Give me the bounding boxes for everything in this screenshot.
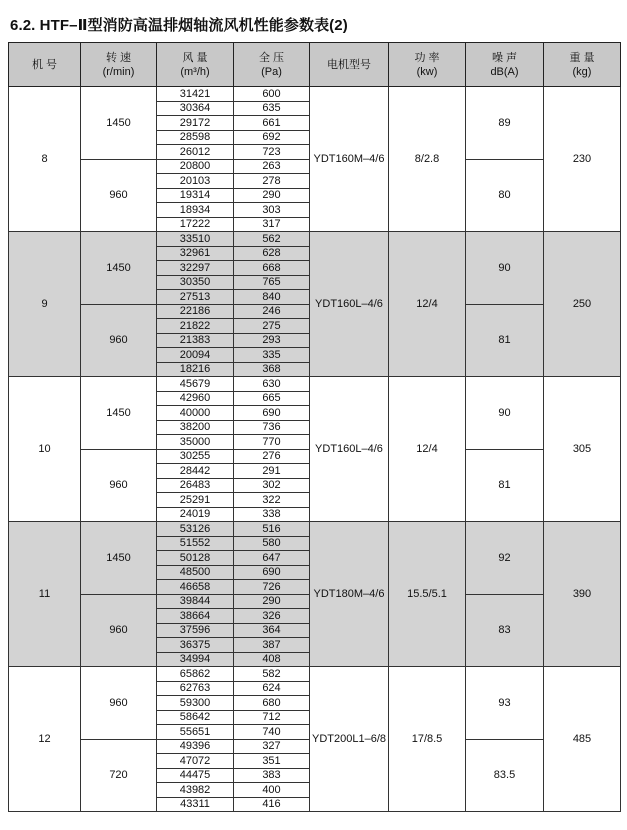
airflow-cell: 32297	[157, 261, 234, 276]
airflow-cell: 55651	[157, 725, 234, 740]
table-row	[9, 232, 621, 247]
header-unit: (m³/h)	[180, 65, 210, 78]
table-row	[9, 377, 621, 392]
pressure-cell: 635	[234, 101, 310, 116]
speed-cell: 1450	[81, 522, 157, 595]
pressure-cell: 278	[234, 174, 310, 189]
header-label: 功 率	[414, 51, 440, 64]
header-power	[389, 43, 466, 87]
fan-no-cell: 9	[9, 232, 81, 377]
airflow-cell: 62763	[157, 681, 234, 696]
noise-cell: 92	[466, 522, 544, 595]
airflow-cell: 38664	[157, 609, 234, 624]
header-label: 噪 声	[491, 51, 518, 64]
airflow-cell: 44475	[157, 768, 234, 783]
table-row	[9, 667, 621, 682]
airflow-cell: 65862	[157, 667, 234, 682]
speed-cell: 1450	[81, 87, 157, 160]
header-unit: dB(A)	[490, 65, 519, 78]
pressure-cell: 840	[234, 290, 310, 305]
pressure-cell: 335	[234, 348, 310, 363]
pressure-cell: 647	[234, 551, 310, 566]
pressure-cell: 624	[234, 681, 310, 696]
airflow-cell: 35000	[157, 435, 234, 450]
pressure-cell: 516	[234, 522, 310, 537]
pressure-cell: 712	[234, 710, 310, 725]
pressure-cell: 600	[234, 87, 310, 102]
pressure-cell: 293	[234, 333, 310, 348]
pressure-cell: 630	[234, 377, 310, 392]
power-cell: 12/4	[389, 377, 466, 522]
power-cell: 8/2.8	[389, 87, 466, 232]
fan-no-cell: 11	[9, 522, 81, 667]
airflow-cell: 19314	[157, 188, 234, 203]
pressure-cell: 562	[234, 232, 310, 247]
header-noise	[466, 43, 544, 87]
airflow-cell: 51552	[157, 536, 234, 551]
pressure-cell: 668	[234, 261, 310, 276]
noise-cell: 89	[466, 87, 544, 160]
airflow-cell: 32961	[157, 246, 234, 261]
airflow-cell: 27513	[157, 290, 234, 305]
pressure-cell: 765	[234, 275, 310, 290]
motor-cell: YDT180M–4/6	[310, 522, 389, 667]
pressure-cell: 580	[234, 536, 310, 551]
airflow-cell: 53126	[157, 522, 234, 537]
airflow-cell: 25291	[157, 493, 234, 508]
airflow-cell: 20103	[157, 174, 234, 189]
airflow-cell: 20094	[157, 348, 234, 363]
motor-cell: YDT160L–4/6	[310, 377, 389, 522]
table-row	[9, 87, 621, 102]
noise-cell: 83.5	[466, 739, 544, 812]
airflow-cell: 50128	[157, 551, 234, 566]
pressure-cell: 290	[234, 188, 310, 203]
pressure-cell: 326	[234, 609, 310, 624]
airflow-cell: 34994	[157, 652, 234, 667]
airflow-cell: 40000	[157, 406, 234, 421]
weight-cell: 250	[544, 232, 621, 377]
table-row	[9, 522, 621, 537]
weight-cell: 230	[544, 87, 621, 232]
header-pressure	[234, 43, 310, 87]
pressure-cell: 364	[234, 623, 310, 638]
airflow-cell: 24019	[157, 507, 234, 522]
header-unit: (r/min)	[102, 65, 135, 78]
power-cell: 15.5/5.1	[389, 522, 466, 667]
header-weight	[544, 43, 621, 87]
airflow-cell: 29172	[157, 116, 234, 131]
pressure-cell: 317	[234, 217, 310, 232]
noise-cell: 90	[466, 377, 544, 450]
power-cell: 12/4	[389, 232, 466, 377]
pressure-cell: 276	[234, 449, 310, 464]
noise-cell: 80	[466, 159, 544, 232]
airflow-cell: 18934	[157, 203, 234, 218]
pressure-cell: 291	[234, 464, 310, 479]
pressure-cell: 726	[234, 580, 310, 595]
noise-cell: 83	[466, 594, 544, 667]
airflow-cell: 21383	[157, 333, 234, 348]
pressure-cell: 740	[234, 725, 310, 740]
pressure-cell: 723	[234, 145, 310, 160]
header-unit: (Pa)	[261, 65, 282, 78]
airflow-cell: 22186	[157, 304, 234, 319]
noise-cell: 81	[466, 304, 544, 377]
airflow-cell: 17222	[157, 217, 234, 232]
pressure-cell: 416	[234, 797, 310, 812]
header-unit: (kg)	[572, 65, 592, 78]
speed-cell: 720	[81, 739, 157, 812]
airflow-cell: 30350	[157, 275, 234, 290]
pressure-cell: 736	[234, 420, 310, 435]
airflow-cell: 48500	[157, 565, 234, 580]
header-fan-no	[9, 43, 81, 87]
airflow-cell: 21822	[157, 319, 234, 334]
pressure-cell: 690	[234, 406, 310, 421]
fan-no-cell: 12	[9, 667, 81, 812]
table-body	[9, 87, 621, 812]
header-label: 重 量	[569, 51, 595, 64]
airflow-cell: 36375	[157, 638, 234, 653]
pressure-cell: 582	[234, 667, 310, 682]
airflow-cell: 43982	[157, 783, 234, 798]
pressure-cell: 400	[234, 783, 310, 798]
airflow-cell: 20800	[157, 159, 234, 174]
pressure-cell: 770	[234, 435, 310, 450]
airflow-cell: 45679	[157, 377, 234, 392]
pressure-cell: 383	[234, 768, 310, 783]
airflow-cell: 47072	[157, 754, 234, 769]
motor-cell: YDT160L–4/6	[310, 232, 389, 377]
speed-cell: 960	[81, 594, 157, 667]
header-row	[9, 43, 621, 87]
pressure-cell: 275	[234, 319, 310, 334]
pressure-cell: 302	[234, 478, 310, 493]
power-cell: 17/8.5	[389, 667, 466, 812]
pressure-cell: 338	[234, 507, 310, 522]
airflow-cell: 26483	[157, 478, 234, 493]
pressure-cell: 628	[234, 246, 310, 261]
noise-cell: 93	[466, 667, 544, 740]
motor-cell: YDT200L1–6/8	[310, 667, 389, 812]
pressure-cell: 322	[234, 493, 310, 508]
fan-no-cell: 10	[9, 377, 81, 522]
speed-cell: 960	[81, 159, 157, 232]
pressure-cell: 246	[234, 304, 310, 319]
weight-cell: 305	[544, 377, 621, 522]
header-unit: (kw)	[416, 65, 438, 78]
header-label: 机 号	[31, 58, 58, 71]
header-airflow	[157, 43, 234, 87]
noise-cell: 81	[466, 449, 544, 522]
pressure-cell: 351	[234, 754, 310, 769]
airflow-cell: 26012	[157, 145, 234, 160]
pressure-cell: 303	[234, 203, 310, 218]
pressure-cell: 665	[234, 391, 310, 406]
airflow-cell: 58642	[157, 710, 234, 725]
pressure-cell: 290	[234, 594, 310, 609]
pressure-cell: 387	[234, 638, 310, 653]
airflow-cell: 28598	[157, 130, 234, 145]
speed-cell: 1450	[81, 377, 157, 450]
speed-cell: 960	[81, 304, 157, 377]
motor-cell: YDT160M–4/6	[310, 87, 389, 232]
airflow-cell: 46658	[157, 580, 234, 595]
airflow-cell: 43311	[157, 797, 234, 812]
header-speed	[81, 43, 157, 87]
weight-cell: 485	[544, 667, 621, 812]
header-motor	[310, 43, 389, 87]
airflow-cell: 38200	[157, 420, 234, 435]
airflow-cell: 42960	[157, 391, 234, 406]
noise-cell: 90	[466, 232, 544, 305]
airflow-cell: 31421	[157, 87, 234, 102]
pressure-cell: 680	[234, 696, 310, 711]
pressure-cell: 368	[234, 362, 310, 377]
header-label: 转 速	[105, 51, 132, 64]
speed-cell: 960	[81, 667, 157, 740]
airflow-cell: 59300	[157, 696, 234, 711]
table-container	[8, 42, 620, 812]
header-label: 风 量	[182, 51, 208, 64]
pressure-cell: 690	[234, 565, 310, 580]
airflow-cell: 33510	[157, 232, 234, 247]
airflow-cell: 30255	[157, 449, 234, 464]
speed-cell: 960	[81, 449, 157, 522]
pressure-cell: 692	[234, 130, 310, 145]
pressure-cell: 263	[234, 159, 310, 174]
speed-cell: 1450	[81, 232, 157, 305]
pressure-cell: 661	[234, 116, 310, 131]
pressure-cell: 408	[234, 652, 310, 667]
fan-performance-table	[8, 42, 621, 812]
header-label: 全 压	[258, 51, 285, 64]
fan-no-cell: 8	[9, 87, 81, 232]
pressure-cell: 327	[234, 739, 310, 754]
page-title: 6.2. HTF–Ⅱ型消防高温排烟轴流风机性能参数表(2)	[10, 17, 348, 34]
airflow-cell: 30364	[157, 101, 234, 116]
airflow-cell: 28442	[157, 464, 234, 479]
weight-cell: 390	[544, 522, 621, 667]
airflow-cell: 39844	[157, 594, 234, 609]
airflow-cell: 37596	[157, 623, 234, 638]
airflow-cell: 49396	[157, 739, 234, 754]
airflow-cell: 18216	[157, 362, 234, 377]
header-label: 电机型号	[327, 58, 371, 71]
